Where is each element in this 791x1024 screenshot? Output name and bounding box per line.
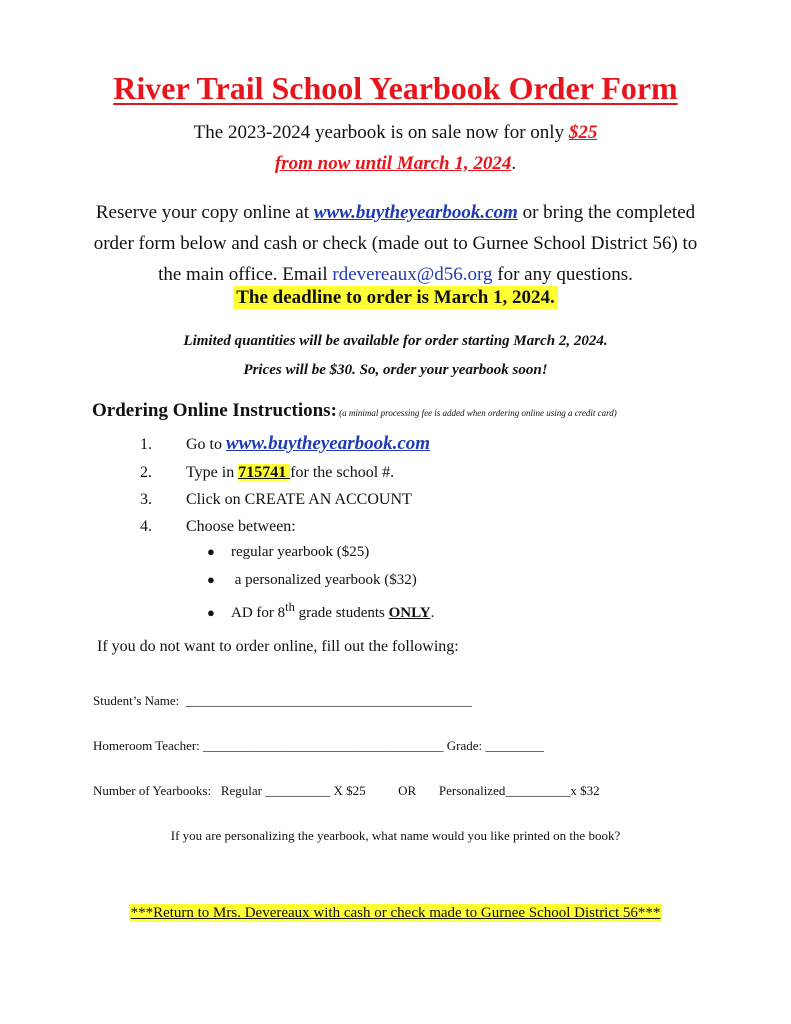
processing-fee-note: (a minimal processing fee is added when ordering online using a credit card) [336,408,617,418]
intro-line-2 [0,153,791,175]
price-text: $25 [568,122,598,143]
option-text: regular yearbook ($25) [231,544,370,560]
step-number: 3. [140,491,152,508]
sale-period-period: . [511,153,517,174]
option-text-end: . [430,605,435,621]
step-website-link[interactable]: www.buytheyearbook.com [226,433,431,454]
option-ad [207,600,434,622]
step-1 [140,433,430,455]
student-name-field[interactable]: Student’s Name: ____________________________________________ [93,693,472,708]
ordinal-suffix: th [285,600,295,614]
intro-line-1 [0,122,791,144]
step-number: 2. [140,464,152,481]
step-number: 1. [140,436,152,453]
email-link[interactable]: rdevereaux@d56.org [332,264,493,285]
deadline-text: The deadline to order is March 1, 2024. [233,286,558,309]
only-emphasis: ONLY [388,605,431,621]
bullet-icon: ● [207,572,215,587]
number-of-yearbooks-field[interactable]: Number of Yearbooks: Regular __________ X $25 OR Personalized__________x $32 [93,783,600,798]
price-increase-line: Prices will be $30. So, order your yearbook soon! [243,362,548,378]
website-link[interactable]: www.buytheyearbook.com [313,202,518,223]
bullet-icon: ● [207,544,215,559]
step-number: 4. [140,518,152,535]
step-text: Type in [186,464,239,481]
school-code: 715741 [238,464,291,481]
reserve-text-1: Reserve your copy online at [95,202,314,223]
step-4 [140,518,296,536]
step-text: Choose between: [186,518,296,535]
online-instructions-heading [92,400,617,422]
reserve-text-2: or bring the completed order form below and cash or check (made out to Gurnee School District 56) to the main office. Email [93,202,698,285]
offline-intro: If you do not want to order online, fill out the following: [97,638,459,655]
reserve-text-3: for any questions. [492,264,633,285]
bullet-icon: ● [207,605,215,620]
homeroom-grade-field[interactable]: Homeroom Teacher: _____________________________________ Grade: _________ [93,738,544,753]
reserve-paragraph [80,197,711,290]
deadline-notice [0,287,791,309]
page-title: River Trail School Yearbook Order Form [113,70,678,106]
step-text: Click on CREATE AN ACCOUNT [186,491,412,508]
step-text: Go to [186,436,226,453]
option-text-middle: grade students [294,605,389,621]
step-2 [140,464,394,482]
personalize-question: If you are personalizing the yearbook, what name would you like printed on the book? [170,828,621,843]
option-text: a personalized yearbook ($32) [231,572,417,588]
option-personalized [207,572,417,589]
online-heading-text: Ordering Online Instructions: [92,400,337,421]
intro-text: The 2023-2024 yearbook is on sale now for only [193,122,569,143]
return-text: ***Return to Mrs. Devereaux with cash or check made to Gurnee School District 56*** [130,905,661,921]
step-text-end: for the school #. [290,464,395,481]
limited-quantities-line: Limited quantities will be available for order starting March 2, 2024. [183,333,608,349]
option-text: AD for 8 [231,605,286,621]
sale-period-text: from now until March 1, 2024 [274,153,512,174]
option-regular [207,544,369,561]
step-3 [140,491,412,509]
return-instructions [0,905,791,922]
